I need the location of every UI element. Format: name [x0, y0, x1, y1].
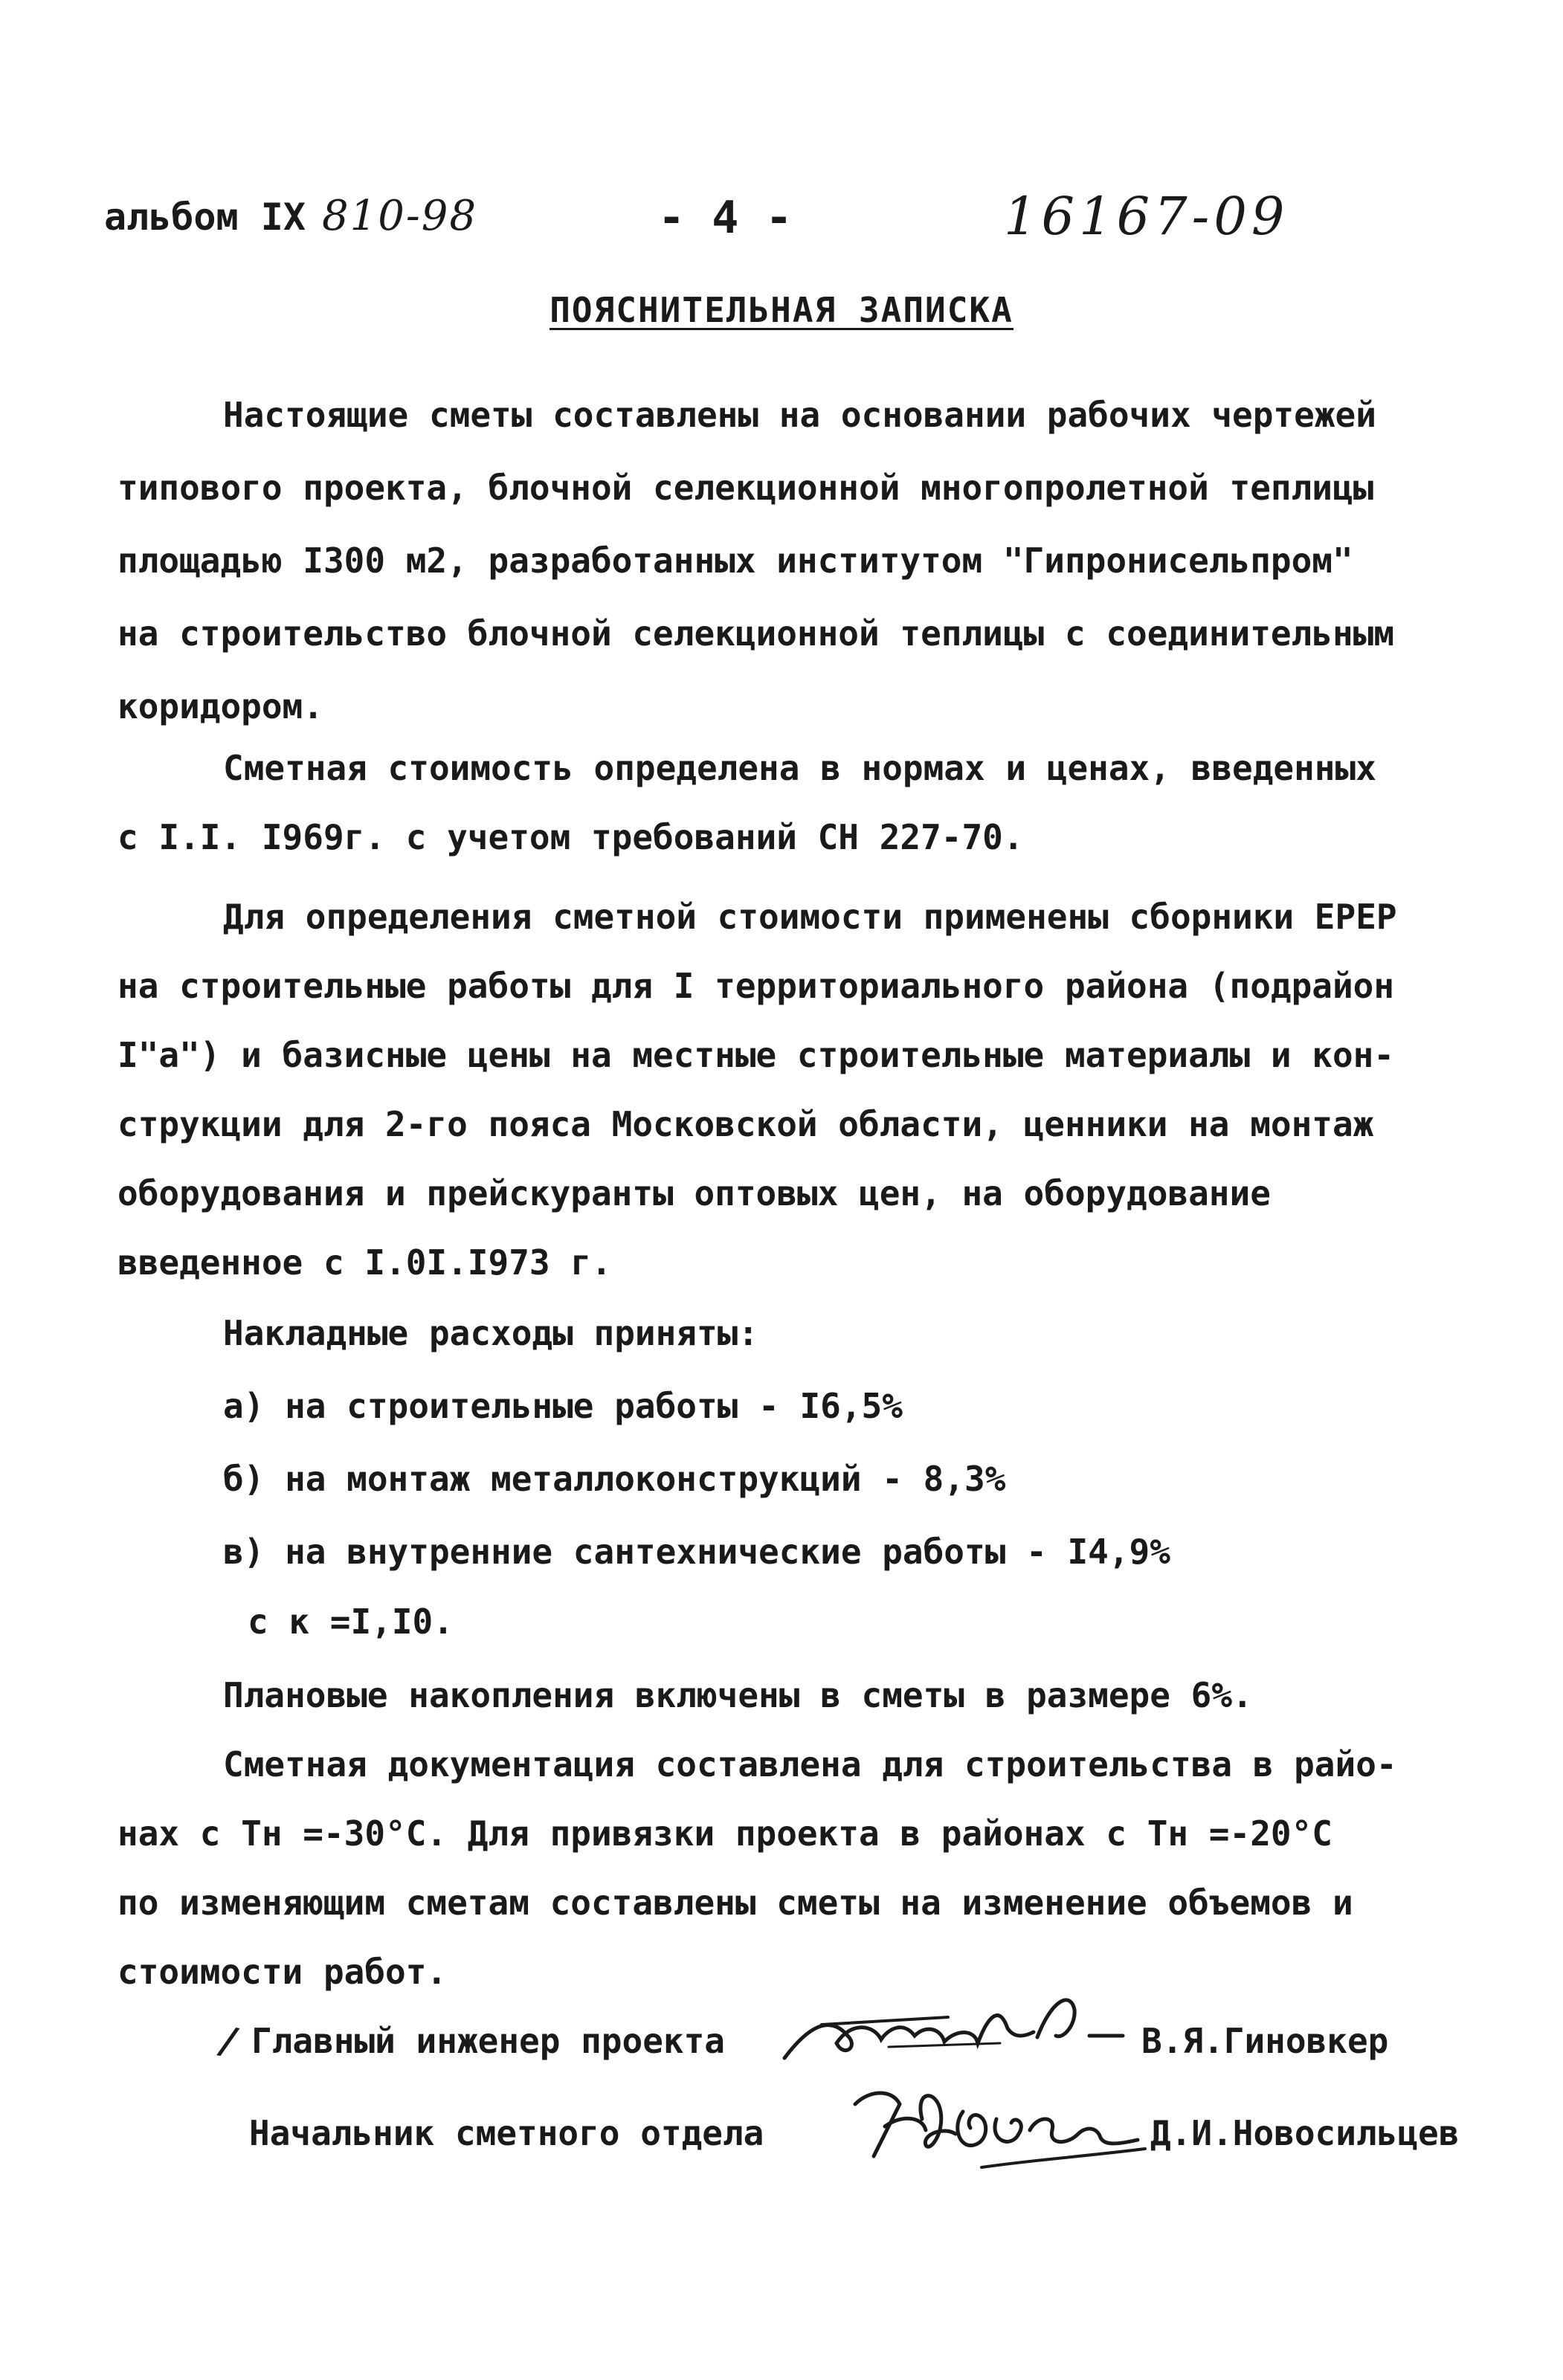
para3-line-3: I"а") и базисные цены на местные строительные материалы и кон- [117, 1035, 1395, 1075]
estimate-head-title: Начальник сметного отдела [249, 2113, 764, 2153]
chief-engineer-title: Главный инженер проекта [251, 2021, 725, 2061]
coefficient-line: с к =I,I0. [248, 1602, 454, 1642]
album-reference [104, 192, 477, 240]
album-number: 810-98 [321, 192, 478, 240]
para1-line-1: Настоящие сметы составлены на основании рабочих чертежей [223, 395, 1376, 435]
overhead-item-c: в) на внутренние сантехнические работы - I4,9% [223, 1532, 1170, 1572]
page-title-text: ПОЯСНИТЕЛЬНАЯ ЗАПИСКА [550, 290, 1013, 330]
overheads-heading: Накладные расходы приняты: [223, 1313, 759, 1353]
para3-line-1: Для определения сметной стоимости применены сборники ЕРЕР [223, 897, 1397, 937]
para5-line-1: Сметная документация составлена для строительства в райо- [223, 1744, 1397, 1784]
page-title [0, 290, 1563, 330]
album-label: альбом IX [104, 196, 306, 239]
overhead-item-b: б) на монтаж металлоконструкций - 8,3% [223, 1459, 1006, 1499]
chief-engineer-signature [777, 1984, 1127, 2073]
para1-line-3: площадью I300 м2, разработанных институтом "Гипронисельпром" [117, 541, 1353, 581]
para1-line-2: типового проекта, блочной селекционной многопролетной теплицы [117, 468, 1374, 508]
chief-engineer-name: В.Я.Гиновкер [1141, 2021, 1389, 2061]
para1-line-4: на строительство блочной селекционной теплицы с соединительным [117, 613, 1395, 654]
page-number: - 4 - [658, 192, 793, 244]
approval-mark: / [213, 2017, 243, 2065]
document-number-text: 16167-09 [1004, 186, 1289, 247]
para3-line-6: введенное с I.0I.I973 г. [117, 1242, 612, 1283]
para5-line-2: нах с Тн =-30°С. Для привязки проекта в районах с Тн =-20°С [117, 1813, 1332, 1854]
para3-line-5: оборудования и прейскуранты оптовых цен, на оборудование [117, 1173, 1271, 1213]
overhead-item-a: а) на строительные работы - I6,5% [223, 1386, 903, 1426]
para3-line-4: струкции для 2-го пояса Московской области, ценники на монтаж [117, 1104, 1374, 1144]
document-number [1004, 186, 1289, 247]
para3-line-2: на строительные работы для I территориального района (подрайон [117, 966, 1395, 1006]
estimate-head-signature [840, 2074, 1167, 2179]
estimate-head-name: Д.И.Новосильцев [1150, 2113, 1460, 2153]
para4-line: Плановые накопления включены в сметы в размере 6%. [223, 1675, 1253, 1715]
para2-line-2: с I.I. I969г. с учетом требований СН 227-70. [117, 817, 1024, 857]
para5-line-4: стоимости работ. [117, 1952, 448, 1992]
para1-line-5: коридором. [117, 686, 323, 726]
para5-line-3: по изменяющим сметам составлены сметы на изменение объемов и [117, 1883, 1353, 1923]
para2-line-1: Сметная стоимость определена в нормах и ценах, введенных [223, 748, 1376, 788]
